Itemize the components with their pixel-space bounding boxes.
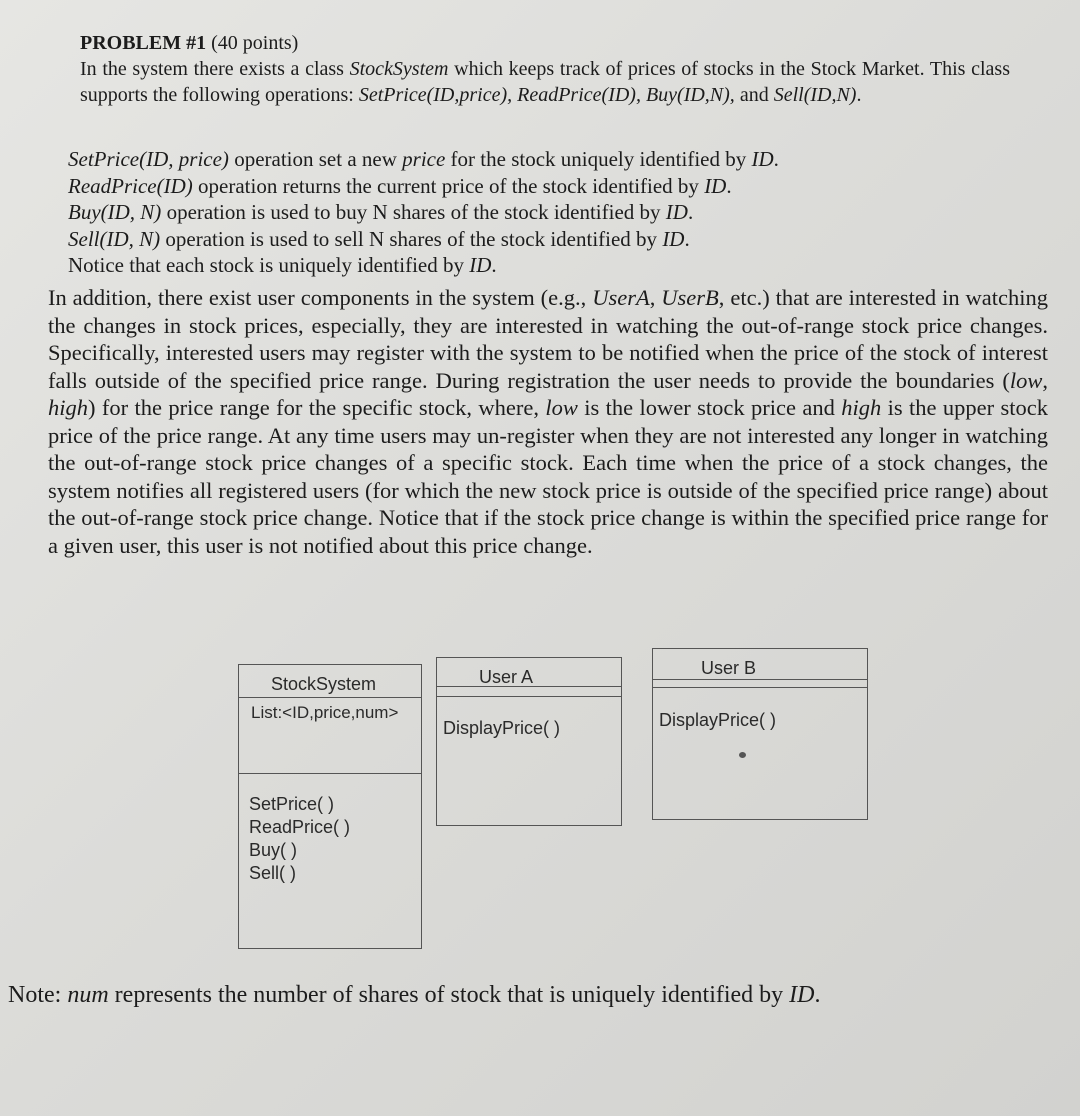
operations-list <box>68 146 948 279</box>
operation-desc: operation set a new <box>228 147 403 171</box>
operation-id: ID <box>665 200 688 224</box>
para-text: , <box>649 285 662 310</box>
notice-end: . <box>491 253 497 277</box>
operation-signature: Sell(ID, N) <box>68 226 161 251</box>
operation-end: . <box>684 226 690 251</box>
stocksystem-attribute: List:<ID,price,num> <box>251 703 399 722</box>
para-high: high <box>841 395 882 420</box>
note-end: . <box>814 982 821 1008</box>
stocksystem-name-divider <box>239 697 421 698</box>
intro-class-name: StockSystem <box>349 58 449 80</box>
para-user-b: UserB <box>661 285 719 310</box>
operation-end: . <box>726 173 732 198</box>
user-b-attribute-divider <box>653 687 867 688</box>
user-components-paragraph <box>48 284 1048 559</box>
problem-points: (40 points) <box>211 32 299 54</box>
operation-desc: operation is used to sell N shares of the stock identified by <box>160 226 663 251</box>
user-a-method: DisplayPrice( ) <box>443 718 561 738</box>
stocksystem-method: ReadPrice( ) <box>249 817 351 837</box>
pen-mark <box>739 752 746 758</box>
para-high: high <box>48 395 89 420</box>
para-text: ) for the price range for the specific stock, where, <box>88 395 546 420</box>
notice-id: ID <box>469 253 492 277</box>
para-text: , etc.) that are interested in watching the changes in stock prices, especially, they are interested in watching the out-of-range stock price changes. Specifically, interested users may register with the system to be notified when the price of the stock of interest falls outside of the specified price range. During registration the user needs to provide the boundaries ( <box>48 285 1048 393</box>
intro-text-a: In the system there exists a class <box>80 58 350 80</box>
user-b-name-divider <box>653 679 867 680</box>
intro-op-readprice: ReadPrice(ID), <box>517 84 641 106</box>
operation-emphasis: price <box>402 147 446 171</box>
operation-signature: SetPrice(ID, price) <box>68 147 229 171</box>
para-text: is the lower stock price and <box>577 395 842 420</box>
notice-text: Notice that each stock is uniquely identified by <box>68 253 470 277</box>
operation-notice <box>68 252 948 279</box>
operation-signature: Buy(ID, N) <box>68 200 162 224</box>
para-text: is the upper stock price of the price range. At any time users may un-register when they are not interested any longer in watching the out-of-range stock price changes of a specific stock. Each time when the price of a stock changes, the system notifies all registered users (for which the new stock price is outside of the specified price range) about the out-of-range stock price change. Notice that if the stock price change is within the specified price range for a given user, this user is not notified about this price change. <box>48 395 1048 558</box>
note-label: Note: <box>8 982 68 1008</box>
intro-end: . <box>856 84 862 106</box>
stocksystem-method: Sell( ) <box>249 863 297 883</box>
operation-end: . <box>687 200 694 224</box>
note-id: ID <box>789 982 815 1008</box>
note-line <box>8 982 1068 1009</box>
problem-title-line <box>80 30 1010 56</box>
user-b-class-name: User B <box>701 658 757 678</box>
intro-and: and <box>734 84 774 106</box>
intro-op-buy: Buy(ID,N), <box>645 84 735 106</box>
user-b-method: DisplayPrice( ) <box>659 710 777 730</box>
para-low: low <box>1009 367 1043 393</box>
operation-readprice <box>68 173 948 200</box>
para-low: low <box>545 395 578 420</box>
stocksystem-method: Buy( ) <box>249 840 298 860</box>
user-a-class-name: User A <box>479 667 534 687</box>
note-term: num <box>67 982 109 1008</box>
stocksystem-class-name: StockSystem <box>271 674 377 694</box>
user-a-name-divider <box>437 686 621 687</box>
operation-id: ID <box>704 173 727 198</box>
problem-header <box>80 30 1010 108</box>
para-user-a: UserA <box>592 285 650 310</box>
operation-desc: operation returns the current price of the stock identified by <box>192 173 705 198</box>
stocksystem-method: SetPrice( ) <box>249 794 335 814</box>
para-text: In addition, there exist user components in the system (e.g., <box>48 285 593 310</box>
operation-sell <box>68 226 948 253</box>
user-a-class-box <box>436 657 622 826</box>
stocksystem-attribute-divider <box>239 773 421 774</box>
user-a-attribute-divider <box>437 696 621 697</box>
operation-setprice <box>68 146 948 173</box>
stocksystem-class-box <box>238 664 422 949</box>
operation-end: . <box>773 147 779 171</box>
intro-op-setprice: SetPrice(ID,price), <box>358 84 513 106</box>
problem-intro <box>80 56 1010 108</box>
operation-id: ID <box>751 147 774 171</box>
intro-op-sell: Sell(ID,N) <box>773 84 857 106</box>
operation-buy <box>68 199 948 226</box>
user-b-class-box <box>652 648 868 820</box>
operation-id: ID <box>662 226 685 251</box>
operation-desc: operation is used to buy N shares of the stock identified by <box>161 200 666 224</box>
problem-title: PROBLEM #1 <box>80 32 207 54</box>
note-text: represents the number of shares of stock that is uniquely identified by <box>108 982 790 1008</box>
para-text: , <box>1042 367 1048 393</box>
operation-signature: ReadPrice(ID) <box>68 173 193 198</box>
operation-desc: for the stock uniquely identified by <box>445 147 752 171</box>
intro-text-b: which keeps track of prices of stocks in the Stock Market. This class supports the following operations: <box>80 58 1010 106</box>
